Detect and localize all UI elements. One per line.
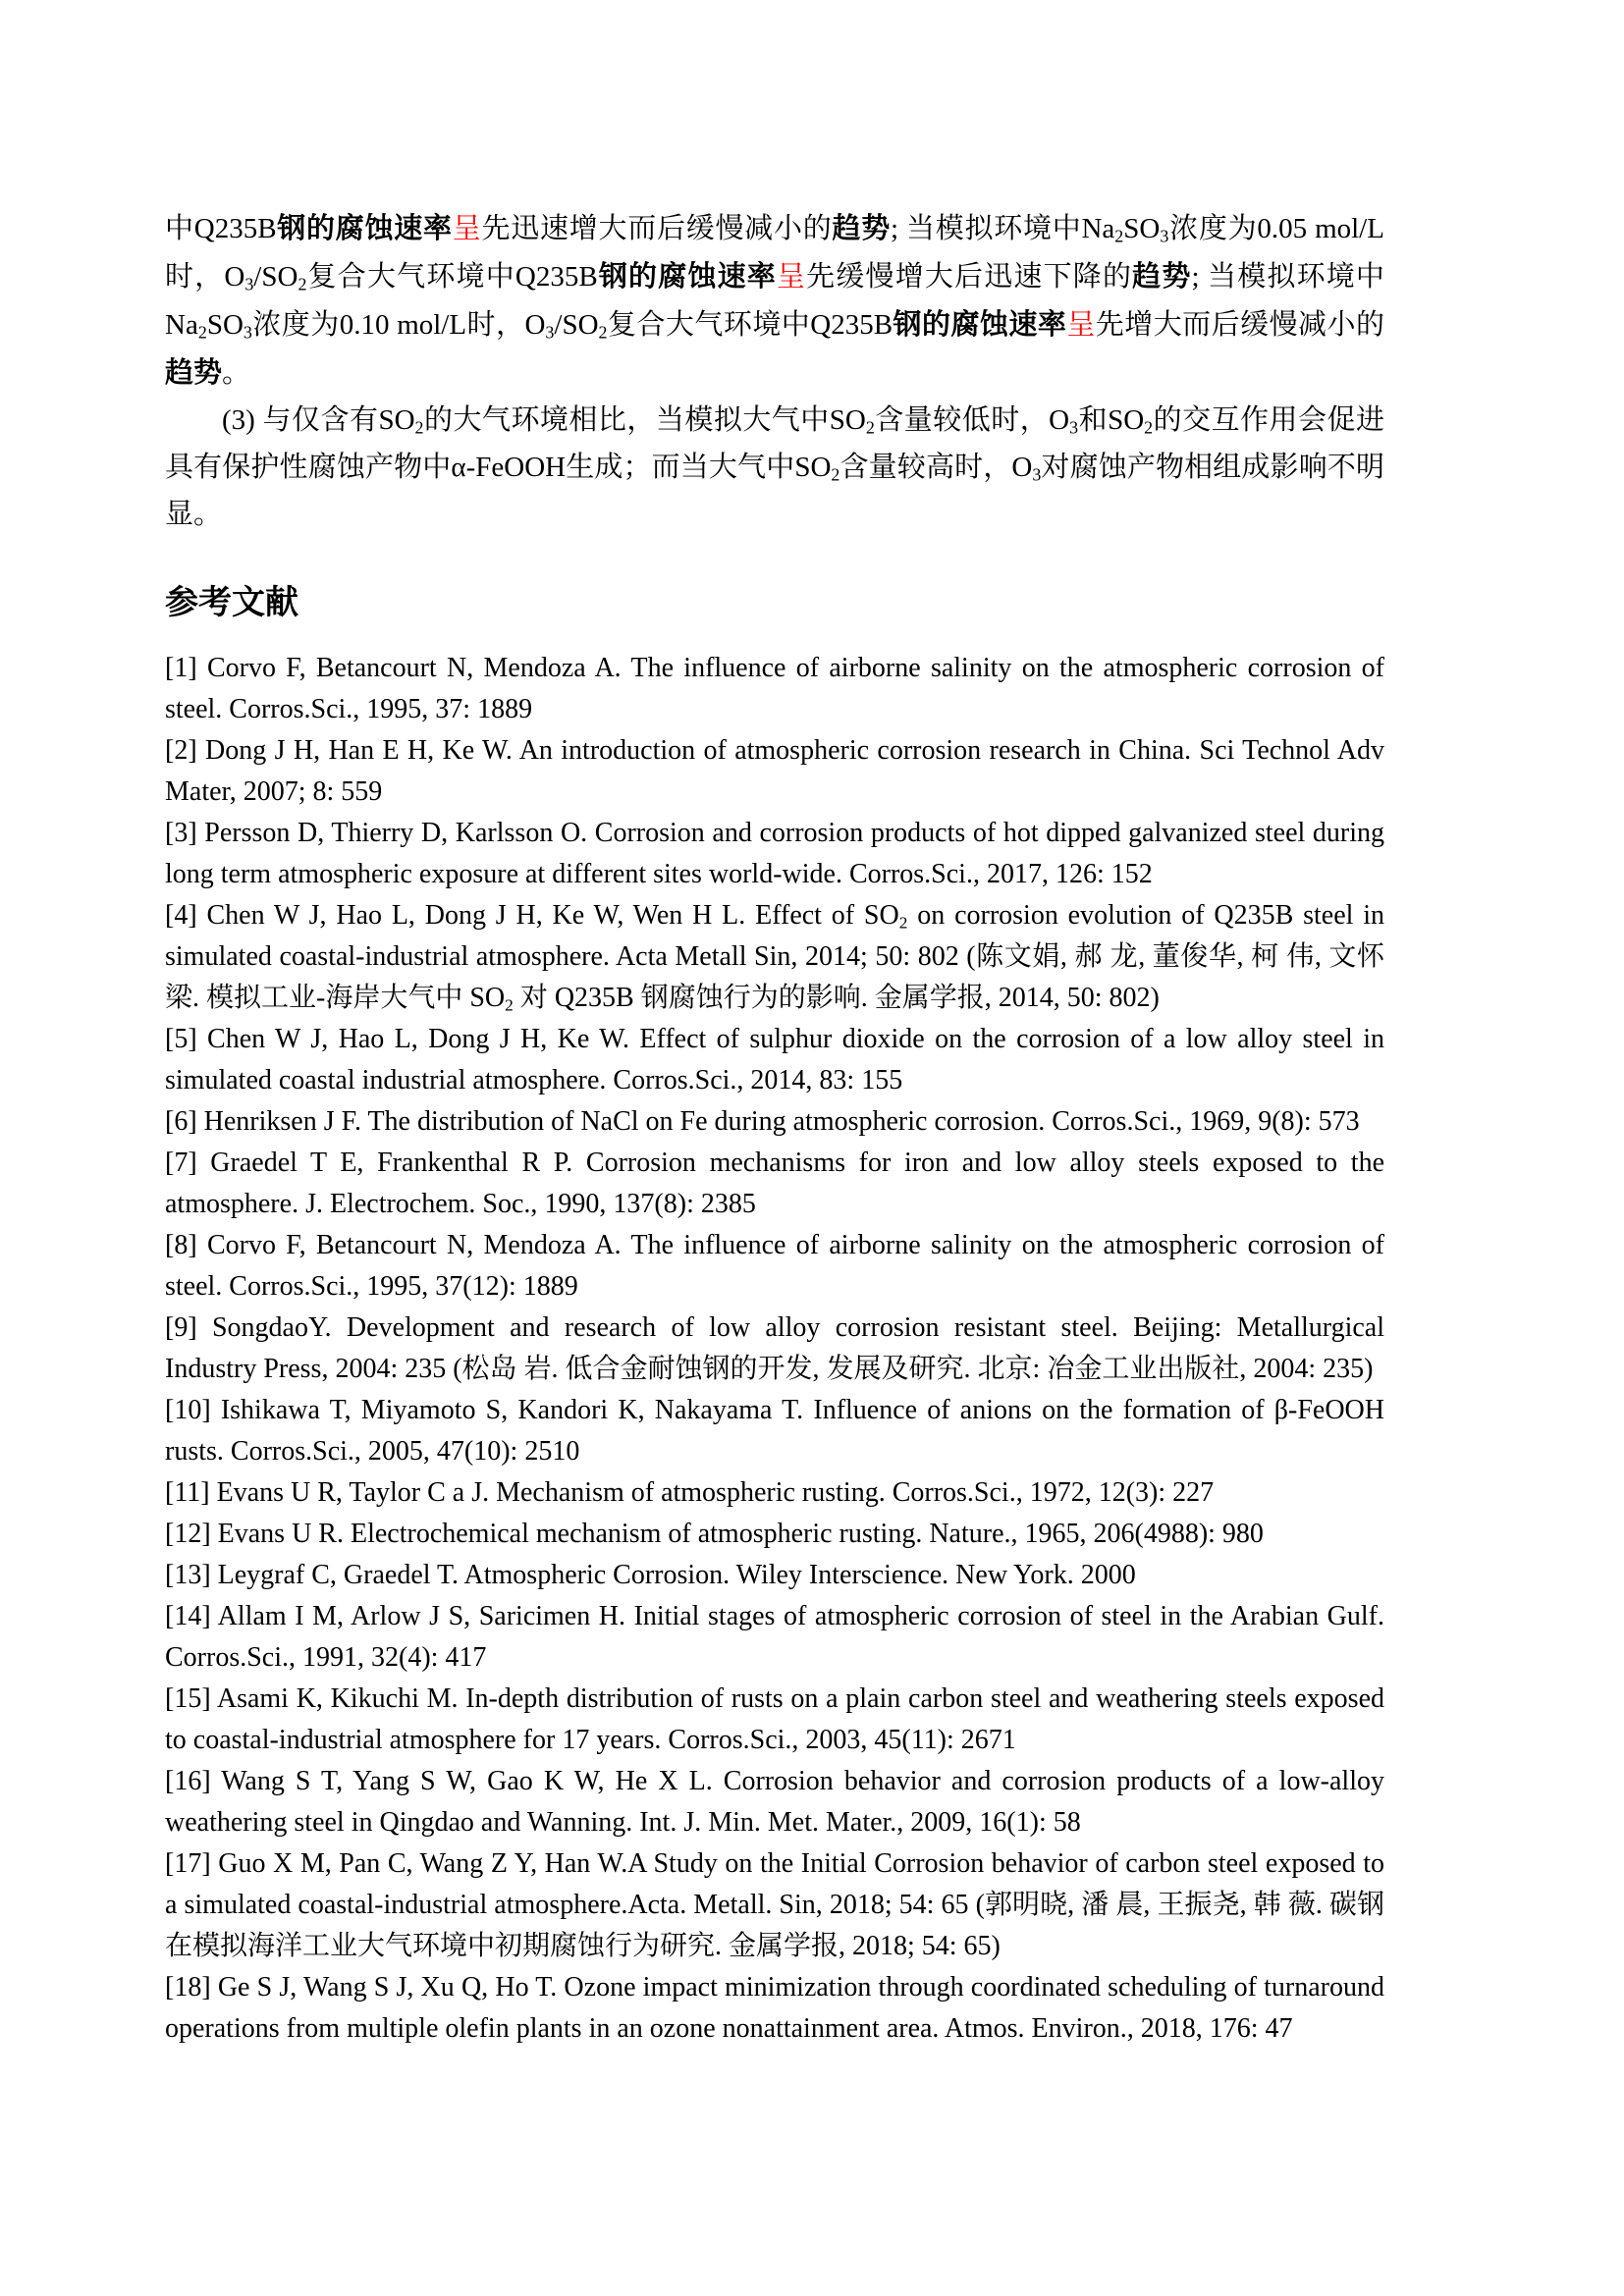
reference-item <box>165 895 1384 1019</box>
references-heading: 参考文献 <box>165 583 298 622</box>
reference-item <box>165 1596 1384 1679</box>
text-run: 2 <box>898 913 908 933</box>
text-run: [11] Evans U R, Taylor C a J. Mechanism of atmospheric rusting. Corros.Sci., 1972, 12(3): 227 <box>165 1477 1215 1508</box>
text-run: ; 当模拟环境中Na <box>890 213 1115 244</box>
text-run: [17] Guo X M, Pan C, Wang Z Y, Han W.A Study on the Initial Corrosion behavior of carbon steel exposed to a simulated coastal-industrial atmosphere.Acta. Metall. Sin, 2018; 54: 65 (郭明晓, 潘 晨, 王振尧, 韩 薇. 碳钢在模拟海洋工业大气环境中初期腐蚀行为研究. 金属学报, 2018; 54: 65) <box>165 1848 1384 1961</box>
text-run: 先缓慢增大后迅速下降的 <box>806 261 1133 293</box>
text-run: 2 <box>414 417 424 438</box>
text-run: 3 <box>1069 417 1079 438</box>
reference-item <box>165 1019 1384 1101</box>
text-run: 2 <box>598 322 608 343</box>
text-run: [18] Ge S J, Wang S J, Xu Q, Ho T. Ozone impact minimization through coordinated scheduling of turnaround operations from multiple olefin plants in an ozone nonattainment area. Atmos. Environ., 2018, 176: 47 <box>165 1972 1384 2044</box>
reference-item <box>165 1390 1384 1472</box>
text-run: [8] Corvo F, Betancourt N, Mendoza A. The influence of airborne salinity on the atmospheric corrosion of steel. Corros.Sci., 1995, 37(12): 1889 <box>165 1230 1384 1302</box>
text-run: 先迅速增大而后缓慢减小的 <box>481 213 833 244</box>
reference-item <box>165 1555 1384 1596</box>
text-run: 3 <box>1032 464 1042 485</box>
text-run: [6] Henriksen J F. The distribution of NaCl on Fe during atmospheric corrosion. Corros.Sci., 1969, 9(8): 573 <box>165 1106 1360 1137</box>
text-run: 和SO <box>1078 404 1145 436</box>
text-run: 含量较高时，O <box>839 452 1033 483</box>
text-run: 趋势 <box>165 355 223 389</box>
conclusion-paragraph-continuation <box>165 204 1384 397</box>
text-run: 2 <box>831 464 840 485</box>
text-run: 钢的腐蚀速率 <box>276 211 453 244</box>
text-run: 趋势 <box>1132 259 1192 293</box>
text-run: 对腐蚀产物相组成影响不明显。 <box>165 452 1384 530</box>
reference-item <box>165 1761 1384 1843</box>
text-run: 3 <box>243 322 252 343</box>
text-run: 钢的腐蚀速率 <box>597 259 777 293</box>
reference-item <box>165 1843 1384 1967</box>
page-content <box>165 204 1384 2050</box>
text-run: (3) 与仅含有SO <box>222 404 415 436</box>
text-run: 2 <box>865 417 875 438</box>
text-run: 钢的腐蚀速率 <box>893 307 1067 341</box>
reference-item <box>165 1308 1384 1390</box>
highlighted-char: 呈 <box>452 213 482 244</box>
text-run: 。 <box>222 357 251 389</box>
reference-item <box>165 1143 1384 1225</box>
text-run: 2 <box>1114 226 1124 246</box>
reference-item <box>165 1472 1384 1514</box>
text-run: [15] Asami K, Kikuchi M. In-depth distribution of rusts on a plain carbon steel and weathering steels exposed to coastal-industrial atmosphere for 17 years. Corros.Sci., 2003, 45(11): 2671 <box>165 1683 1384 1755</box>
reference-item <box>165 1679 1384 1761</box>
text-run: /SO <box>253 261 298 293</box>
text-run: 复合大气环境中Q235B <box>607 309 893 341</box>
reference-item <box>165 648 1384 730</box>
text-run: 浓度为0.05 mol/L时，O <box>165 213 1384 293</box>
text-run: SO <box>1123 213 1161 244</box>
text-run: 中Q235B <box>165 213 277 244</box>
text-run: 2 <box>1144 417 1154 438</box>
text-run: [10] Ishikawa T, Miyamoto S, Kandori K, Nakayama T. Influence of anions on the formation of β-FeOOH rusts. Corros.Sci., 2005, 47(10): 2510 <box>165 1395 1384 1467</box>
text-run: [1] Corvo F, Betancourt N, Mendoza A. The influence of airborne salinity on the atmospheric corrosion of steel. Corros.Sci., 1995, 37: 1889 <box>165 653 1384 724</box>
text-run: 趋势 <box>832 211 891 244</box>
text-run: 先增大而后缓慢减小的 <box>1095 309 1384 341</box>
reference-list <box>165 648 1384 2050</box>
text-run: 的交互作用会促进具有保护性腐蚀产物中α-FeOOH生成；而当大气中SO <box>165 404 1384 483</box>
text-run: 的大气环境相比，当模拟大气中SO <box>423 404 866 436</box>
text-run: ; 当模拟环境中Na <box>165 261 1384 341</box>
text-run: /SO <box>554 309 599 341</box>
reference-item <box>165 1225 1384 1308</box>
reference-item <box>165 1514 1384 1555</box>
text-run: [14] Allam I M, Arlow J S, Saricimen H. Initial stages of atmospheric corrosion of steel in the Arabian Gulf. Corros.Sci., 1991, 32(4): 417 <box>165 1601 1384 1673</box>
text-run: 浓度为0.10 mol/L时，O <box>251 309 546 341</box>
text-run: 2 <box>298 274 307 294</box>
text-run: [7] Graedel T E, Frankenthal R P. Corrosion mechanisms for iron and low alloy steels exposed to the atmosphere. J. Electrochem. Soc., 1990, 137(8): 2385 <box>165 1148 1384 1219</box>
conclusion-paragraph-3 <box>165 397 1384 538</box>
text-run: [16] Wang S T, Yang S W, Gao K W, He X L. Corrosion behavior and corrosion products of a low-alloy weathering steel in Qingdao and Wanning. Int. J. Min. Met. Mater., 2009, 16(1): 58 <box>165 1766 1384 1838</box>
text-run: SO <box>206 309 244 341</box>
text-run: [9] SongdaoY. Development and research of low alloy corrosion resistant steel. Beijing: Metallurgical Industry Press, 2004: 235 (松岛 岩. 低合金耐蚀钢的开发, 发展及研究. 北京: 冶金工业出版社, 2004: 235) <box>165 1312 1384 1384</box>
text-run: 3 <box>244 274 254 294</box>
text-run: [13] Leygraf C, Graedel T. Atmospheric Corrosion. Wiley Interscience. New York. 2000 <box>165 1560 1136 1590</box>
text-run: 3 <box>1160 226 1169 246</box>
text-run: [2] Dong J H, Han E H, Ke W. An introduction of atmospheric corrosion research in China. Sci Technol Adv Mater, 2007; 8: 559 <box>165 735 1384 807</box>
text-run: 2 <box>197 322 207 343</box>
text-run: on corrosion evolution of Q235B steel in simulated coastal-industrial atmosphere. Acta Metall Sin, 2014; 50: 802 (陈文娟, 郝 龙, 董俊华, 柯 伟, 文怀梁. 模拟工业-海岸大气中 SO <box>165 900 1384 1013</box>
highlighted-char: 呈 <box>776 261 807 293</box>
text-run: 含量较低时，O <box>874 404 1070 436</box>
text-run: 对 Q235B 钢腐蚀行为的影响. 金属学报, 2014, 50: 802) <box>513 983 1160 1013</box>
text-run: [3] Persson D, Thierry D, Karlsson O. Corrosion and corrosion products of hot dipped galvanized steel during long term atmospheric exposure at different sites world-wide. Corros.Sci., 2017, 126: 152 <box>165 818 1384 889</box>
text-run: [12] Evans U R. Electrochemical mechanism of atmospheric rusting. Nature., 1965, 206(4988): 980 <box>165 1519 1264 1549</box>
reference-item <box>165 1967 1384 2050</box>
reference-item <box>165 730 1384 813</box>
text-run: 复合大气环境中Q235B <box>306 261 598 293</box>
text-run: 2 <box>505 995 514 1015</box>
highlighted-char: 呈 <box>1066 309 1096 341</box>
text-run: [4] Chen W J, Hao L, Dong J H, Ke W, Wen H L. Effect of SO <box>165 900 899 931</box>
reference-item <box>165 813 1384 895</box>
text-run: 3 <box>545 322 555 343</box>
text-run: [5] Chen W J, Hao L, Dong J H, Ke W. Effect of sulphur dioxide on the corrosion of a low alloy steel in simulated coastal industrial atmosphere. Corros.Sci., 2014, 83: 155 <box>165 1024 1384 1095</box>
reference-item <box>165 1101 1384 1143</box>
